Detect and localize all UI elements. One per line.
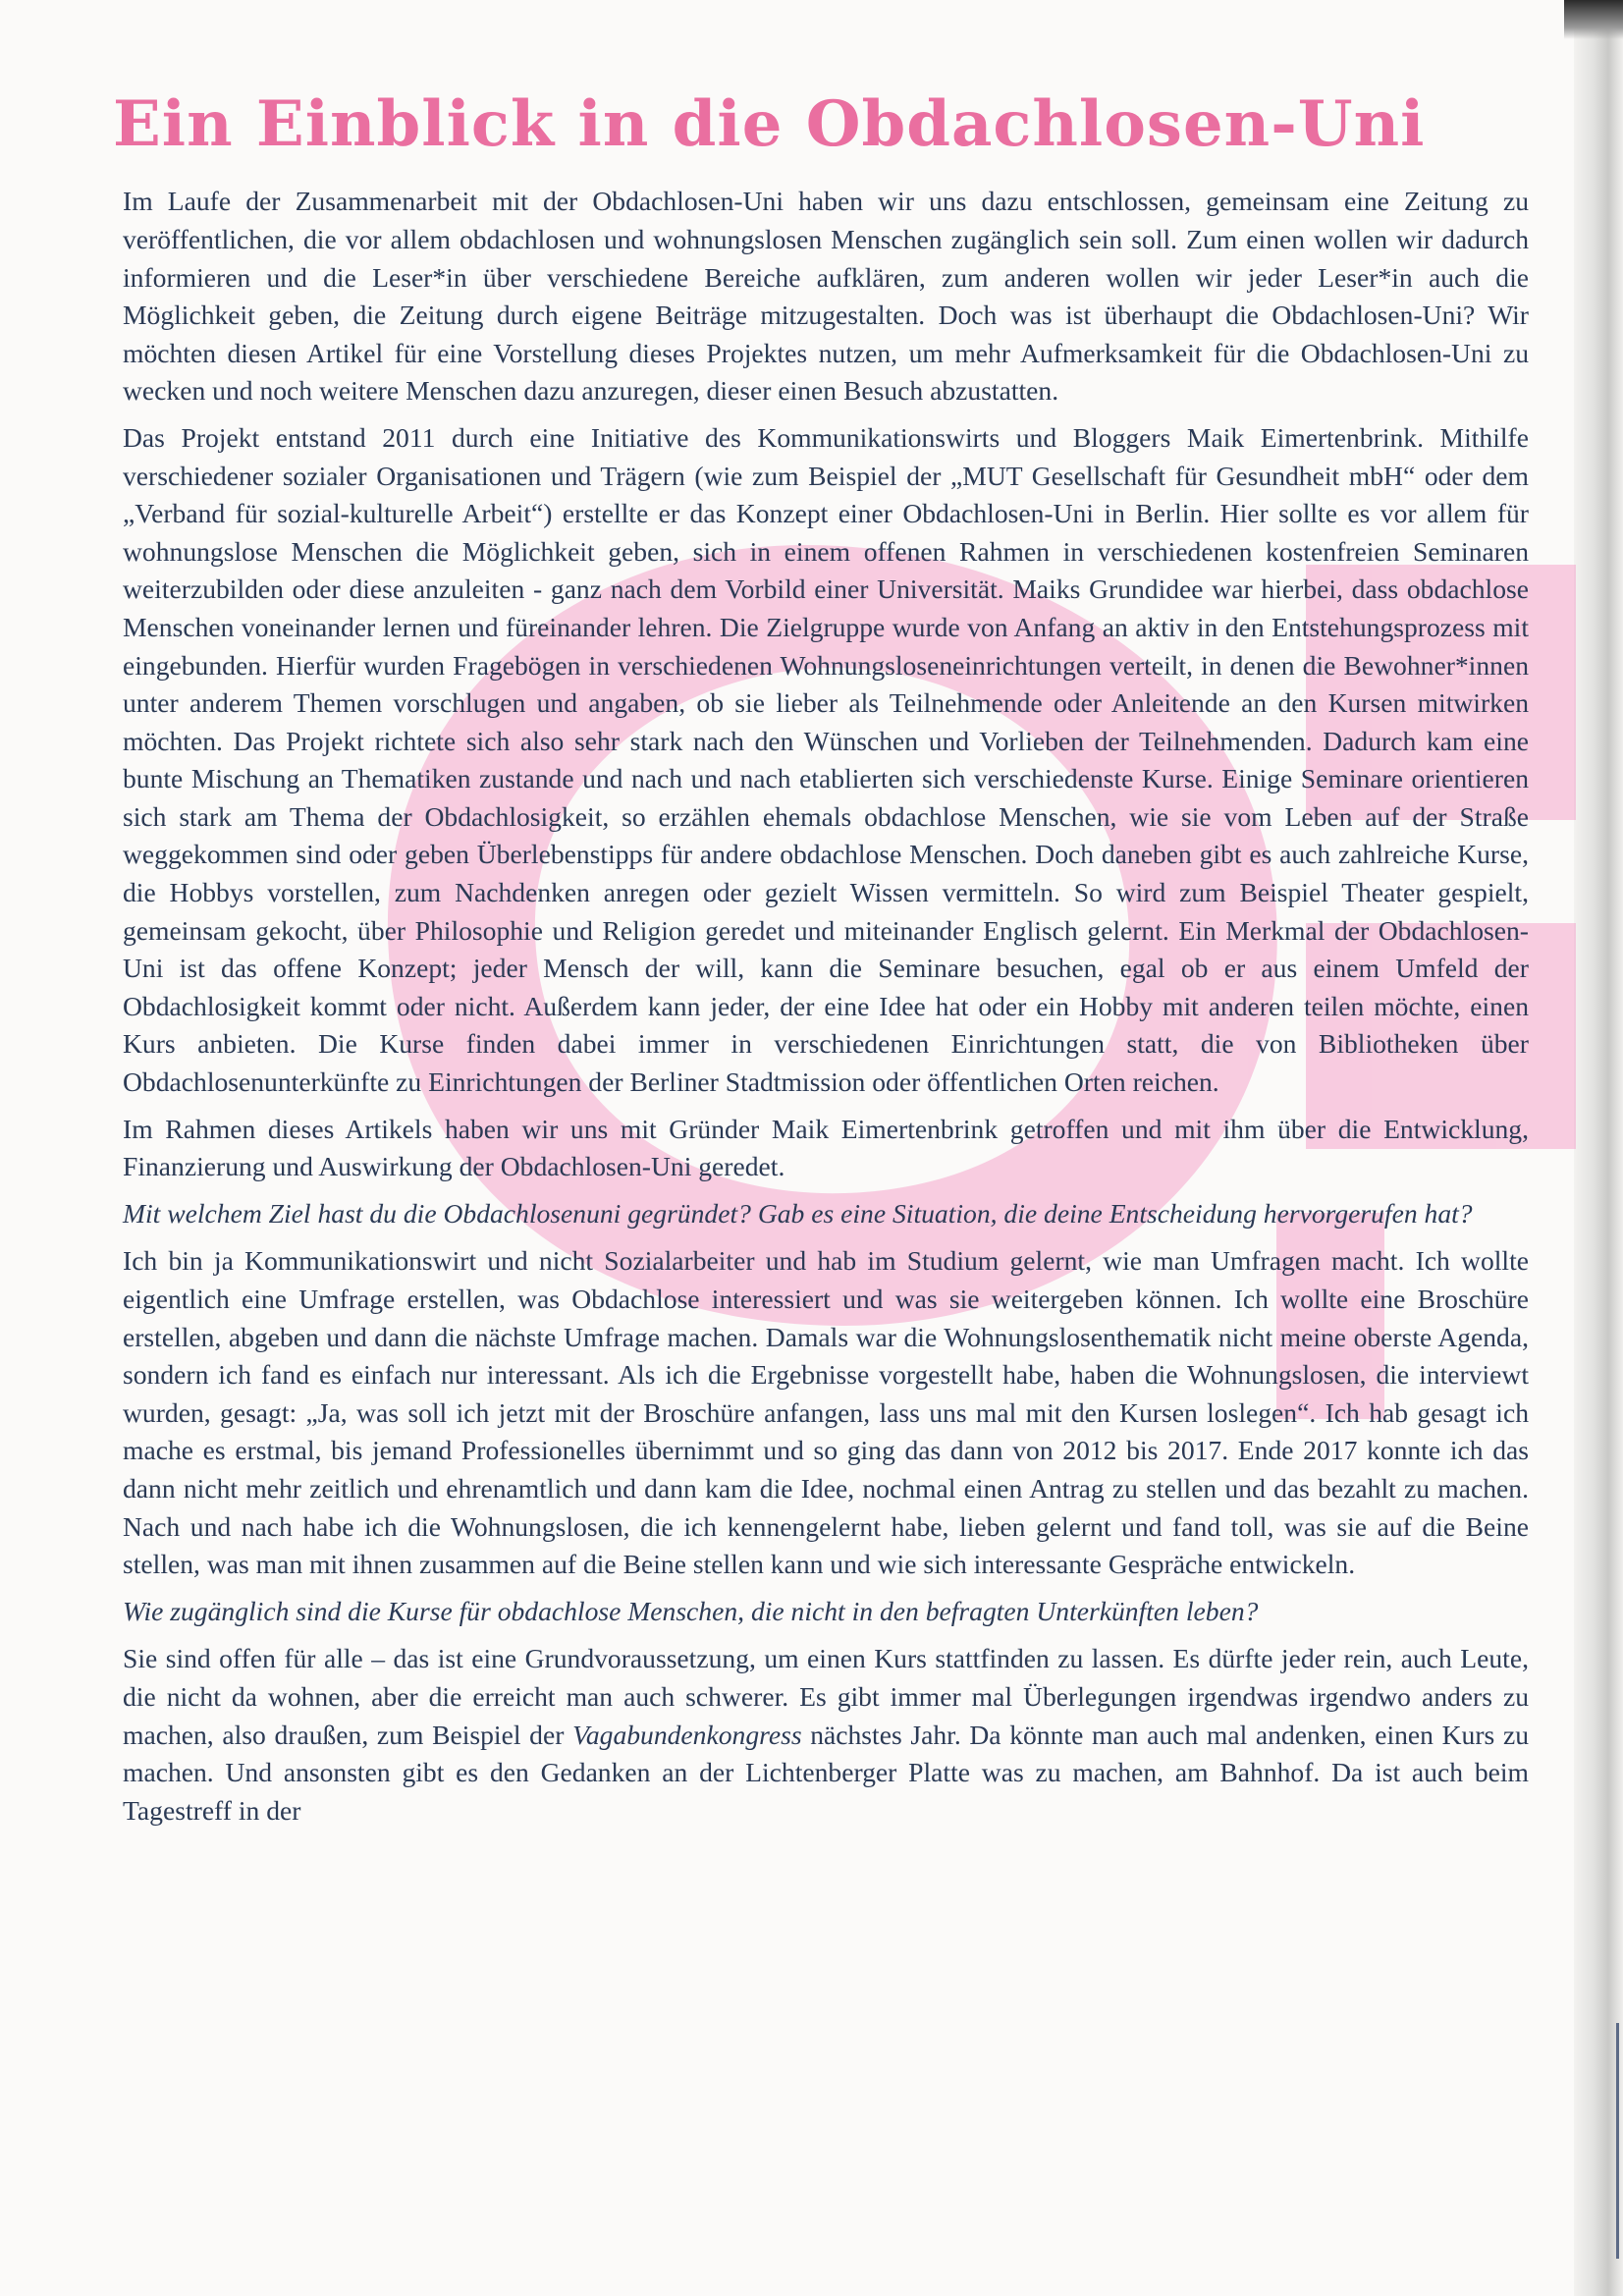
interview-intro-paragraph: Im Rahmen dieses Artikels haben wir uns mit Gründer Maik Eimertenbrink getroffen und mit ihm über die Entwicklung, Finanzierung und Auswirkung der Obdachlosen-Uni geredet. xyxy=(123,1113,1529,1182)
scan-mark xyxy=(1616,2023,1619,2259)
scan-edge xyxy=(1574,0,1623,2296)
interview-answer-2 xyxy=(123,1640,1529,1830)
article-title: Ein Einblick in die Obdachlosen-Uni xyxy=(113,87,1426,161)
article xyxy=(113,87,1529,1838)
history-paragraph: Das Projekt entstand 2011 durch eine Initiative des Kommunikationswirts und Bloggers Maik Eimertenbrink. Mithilfe verschiedener sozialer Organisationen und Trägern (wie zum Beispiel der „MUT Gesellschaft für Gesundheit mbH“ oder dem „Verband für sozial-kulturelle Arbeit“) erstellte er das Konzept einer Obdachlosen-Uni in Berlin. Hier sollte es vor allem für wohnungslose Menschen die Möglichkeit geben, sich in einem offenen Rahmen in verschiedenen kostenfreien Seminaren weiterzubilden oder diese anzuleiten - ganz nach dem Vorbild einer Universität. Maiks Grundidee war hierbei, dass obdachlose Menschen voneinander lernen und füreinander lehren. Die Zielgruppe wurde von Anfang an aktiv in den Entstehungsprozess mit eingebunden. Hierfür wurden Fragebögen in verschiedenen Wohnungsloseneinrichtungen verteilt, in denen die Bewohner*innen unter anderem Themen vorschlugen und angaben, ob sie lieber als Teilnehmende oder Anleitende an den Kursen mitwirken möchten. Das Projekt richtete sich also sehr stark nach den Wünschen und Vorlieben der Teilnehmenden. Dadurch kam eine bunte Mischung an Thematiken zustande und nach und nach etablierten sich verschiedenste Kurse. Einige Seminare orientieren sich stark am Thema der Obdachlosigkeit, so erzählen ehemals obdachlose Menschen, wie sie vom Leben auf der Straße weggekommen sind oder geben Überlebenstipps für andere obdachlose Menschen. Doch daneben gibt es auch zahlreiche Kurse, die Hobbys vorstellen, zum Nachdenken anregen oder gezielt Wissen vermitteln. So wird zum Beispiel Theater gespielt, gemeinsam gekocht, über Philosophie und Religion geredet und miteinander Englisch gelernt. Ein Merkmal der Obdachlosen-Uni ist das offene Konzept; jeder Mensch der will, kann die Seminare besuchen, egal ob er aus einem Umfeld der Obdachlosigkeit kommt oder nicht. Außerdem kann jeder, der eine Idee hat oder ein Hobby mit anderen teilen möchte, einen Kurs anbieten. Die Kurse finden dabei immer in verschiedenen Einrichtungen statt, die von Bibliotheken über Obdachlosenunterkünfte zu Einrichtungen der Berliner Stadtmission oder öffentlichen Orten reichen. xyxy=(123,421,1529,1098)
intro-paragraph: Im Laufe der Zusammenarbeit mit der Obdachlosen-Uni haben wir uns dazu entschlossen, gemeinsam eine Zeitung zu veröffentlichen, die vor allem obdachlosen und wohnungslosen Menschen zugänglich sein soll. Zum einen wollen wir dadurch informieren und die Leser*in über verschiedene Bereiche aufklären, zum anderen wollen wir jeder Leser*in auch die Möglichkeit geben, die Zeitung durch eigene Beiträge mitzugestalten. Doch was ist überhaupt die Obdachlosen-Uni? Wir möchten diesen Artikel für eine Vorstellung dieses Projektes nutzen, um mehr Aufmerksamkeit für die Obdachlosen-Uni zu wecken und noch weitere Menschen dazu anzuregen, dieser einen Besuch abzustatten. xyxy=(123,186,1529,407)
answer-2-italic-term: Vagabundenkongress xyxy=(572,1719,802,1750)
interview-question-1: Mit welchem Ziel hast du die Obdachlosenuni gegründet? Gab es eine Situation, die deine Entscheidung hervorgerufen hat? xyxy=(123,1197,1473,1229)
interview-answer-1: Ich bin ja Kommunikationswirt und nicht Sozialarbeiter und hab im Studium gelernt, wie man Umfragen macht. Ich wollte eigentlich eine Umfrage erstellen, was Obdachlose interessiert und was sie weitergeben können. Ich wollte eine Broschüre erstellen, abgeben und dann die nächste Umfrage machen. Damals war die Wohnungslosenthematik nicht meine oberste Agenda, sondern ich fand es einfach nur interessant. Als ich die Ergebnisse vorgestellt habe, haben die Wohnungslosen, die interviewt wurden, gesagt: „Ja, was soll ich jetzt mit der Broschüre anfangen, lass uns mal mit den Kursen loslegen“. Ich hab gesagt ich mache es erstmal, bis jemand Professionelles übernimmt und so ging das dann von 2012 bis 2017. Ende 2017 konnte ich das dann nicht mehr zeitlich und ehrenamtlich und dann kam die Idee, nochmal einen Antrag zu stellen und das bezahlt zu machen. Nach und nach habe ich die Wohnungslosen, die ich kennengelernt habe, lieben gelernt und fand toll, was sie auf die Beine stellen, was man mit ihnen zusammen auf die Beine stellen kann und wie sich interessante Gespräche entwickeln. xyxy=(123,1245,1529,1580)
answer-2-text-end: nächstes Jahr. Da könnte man auch mal andenken, einen Kurs zu machen. Und ansonsten gibt es den Gedanken an der Lichtenberger Platte was zu machen, am Bahnhof. Da ist auch beim Tagestreff in der xyxy=(123,1719,1529,1826)
scan-corner-shadow xyxy=(1564,0,1623,39)
interview-question-2: Wie zugänglich sind die Kurse für obdachlose Menschen, die nicht in den befragten Unterkünften leben? xyxy=(123,1595,1259,1626)
answer-2-text-start: Sie sind offen für alle – das ist eine Grundvoraussetzung, um einen Kurs stattfinden zu lassen. Es dürfte jeder rein, auch Leute, die nicht da wohnen, aber die erreicht man auch schwerer. Es gibt immer mal Überlegungen irgendwas irgendwo anders zu machen, also draußen, zum Beispiel der xyxy=(123,1643,1529,1750)
